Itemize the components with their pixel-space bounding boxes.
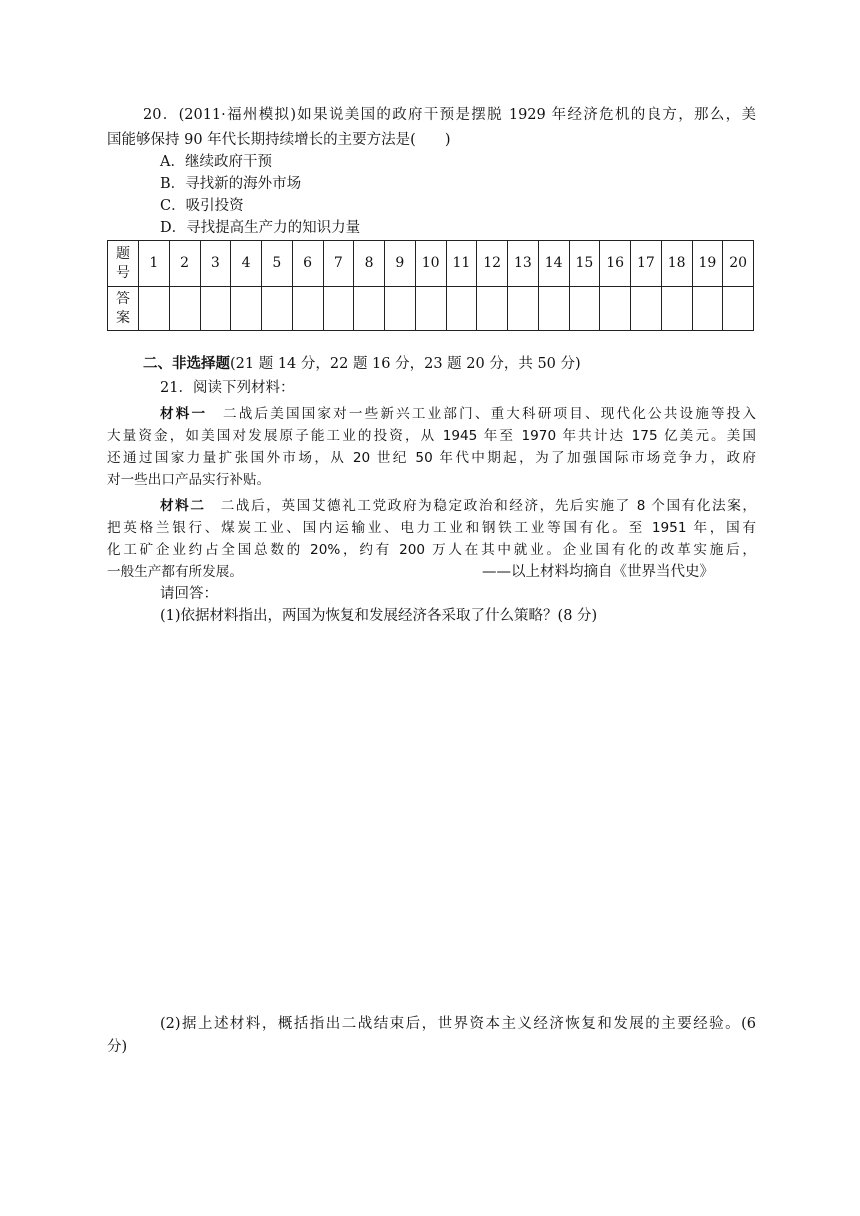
answer-table xyxy=(107,240,754,331)
question-number-cell: 6 xyxy=(292,241,323,287)
material-1-line1 xyxy=(160,403,756,425)
section2-heading xyxy=(143,353,581,375)
material-1-label: 材料一 xyxy=(160,406,208,422)
section2-title: 二、非选择题 xyxy=(143,355,230,372)
question-number-cell: 20 xyxy=(723,241,754,287)
q20-option-a: A．继续政府干预 xyxy=(160,154,272,170)
question-number-cell: 4 xyxy=(231,241,262,287)
answer-table-number-row xyxy=(108,241,754,287)
question-number-cell: 12 xyxy=(477,241,508,287)
material-1-text: 二战后美国国家对一些新兴工业部门、重大科研项目、现代化公共设施等投入 xyxy=(207,406,757,422)
answer-label-top: 答 xyxy=(116,290,130,307)
question-number-cell: 16 xyxy=(600,241,631,287)
question-number-cell: 10 xyxy=(415,241,446,287)
answer-cell[interactable] xyxy=(323,287,354,331)
material-2-text: 二战后，英国艾德礼工党政府为稳定政治和经济，先后实施了 8 个国有化法案， xyxy=(205,498,756,514)
answer-cell[interactable] xyxy=(538,287,569,331)
q20-option-b: B．寻找新的海外市场 xyxy=(160,176,302,192)
q21-sub1: (1)依据材料指出，两国为恢复和发展经济各采取了什么策略？(8 分) xyxy=(160,608,598,624)
answer-cell[interactable] xyxy=(446,287,477,331)
q20-option-d: D．寻找提高生产力的知识力量 xyxy=(160,220,361,236)
question-number-cell: 15 xyxy=(569,241,600,287)
answer-cell[interactable] xyxy=(508,287,539,331)
q20-option-c: C．吸引投资 xyxy=(160,198,244,214)
answer-cell[interactable] xyxy=(292,287,323,331)
material-2-line2: 把英格兰银行、煤炭工业、国内运输业、电力工业和钢铁工业等国有化。至 1951 年，国有 xyxy=(107,520,756,536)
question-number-cell: 17 xyxy=(631,241,662,287)
question-number-cell: 2 xyxy=(169,241,200,287)
q20-stem-line2: 国能够保持 90 年代长期持续增长的主要方法是( ) xyxy=(107,132,451,148)
answer-table-answer-row xyxy=(108,287,754,331)
answer-cell[interactable] xyxy=(139,287,170,331)
question-number-cell: 14 xyxy=(538,241,569,287)
q21-sub2-line1: (2)据上述材料，概括指出二战结束后，世界资本主义经济恢复和发展的主要经验。(6 xyxy=(160,1016,756,1032)
question-number-cell: 1 xyxy=(139,241,170,287)
question-number-cell: 13 xyxy=(508,241,539,287)
q21-sub2-line2: 分) xyxy=(107,1039,128,1055)
material-2-line1 xyxy=(160,495,756,517)
answer-cell[interactable] xyxy=(477,287,508,331)
answer-cell[interactable] xyxy=(354,287,385,331)
question-number-cell: 9 xyxy=(385,241,416,287)
question-number-cell: 3 xyxy=(200,241,231,287)
material-2-label: 材料二 xyxy=(160,498,206,514)
question-number-cell: 7 xyxy=(323,241,354,287)
answer-cell[interactable] xyxy=(262,287,293,331)
material-source: ——以上材料均摘自《世界当代史》 xyxy=(482,564,714,580)
q20-stem-line1: 20．(2011·福州模拟)如果说美国的政府干预是摆脱 1929 年经济危机的良方，那么，美 xyxy=(143,107,756,123)
material-2-line4: 一般生产都有所发展。 xyxy=(107,564,243,580)
answer-cell[interactable] xyxy=(415,287,446,331)
question-number-cell: 5 xyxy=(262,241,293,287)
answer-label-bottom: 案 xyxy=(116,309,130,326)
material-2-line3: 化工矿企业约占全国总数的 20%，约有 200 万人在其中就业。企业国有化的改革实施后， xyxy=(107,542,756,558)
answer-cell[interactable] xyxy=(661,287,692,331)
answer-cell[interactable] xyxy=(200,287,231,331)
header-label-bottom: 号 xyxy=(116,264,130,281)
question-number-cell: 18 xyxy=(661,241,692,287)
q21-intro: 21．阅读下列材料： xyxy=(160,380,295,396)
section2-note: (21 题 14 分，22 题 16 分，23 题 20 分，共 50 分) xyxy=(230,356,581,372)
answer-header xyxy=(108,287,139,331)
answer-cell[interactable] xyxy=(385,287,416,331)
question-number-cell: 11 xyxy=(446,241,477,287)
material-1-line3: 还通过国家力量扩张国外市场，从 20 世纪 50 年代中期起，为了加强国际市场竞争力，政府 xyxy=(107,450,756,466)
question-number-header xyxy=(108,241,139,287)
question-number-cell: 19 xyxy=(692,241,723,287)
question-number-cell: 8 xyxy=(354,241,385,287)
answer-cell[interactable] xyxy=(631,287,662,331)
answer-cell[interactable] xyxy=(600,287,631,331)
q21-prompt: 请回答： xyxy=(160,586,218,602)
answer-cell[interactable] xyxy=(231,287,262,331)
header-label-top: 题 xyxy=(116,245,130,262)
answer-cell[interactable] xyxy=(692,287,723,331)
material-1-line4: 对一些出口产品实行补贴。 xyxy=(107,472,271,488)
answer-cell[interactable] xyxy=(569,287,600,331)
material-1-line2: 大量资金，如美国对发展原子能工业的投资，从 1945 年至 1970 年共计达 175 亿美元。美国 xyxy=(107,428,756,444)
answer-cell[interactable] xyxy=(723,287,754,331)
answer-cell[interactable] xyxy=(169,287,200,331)
